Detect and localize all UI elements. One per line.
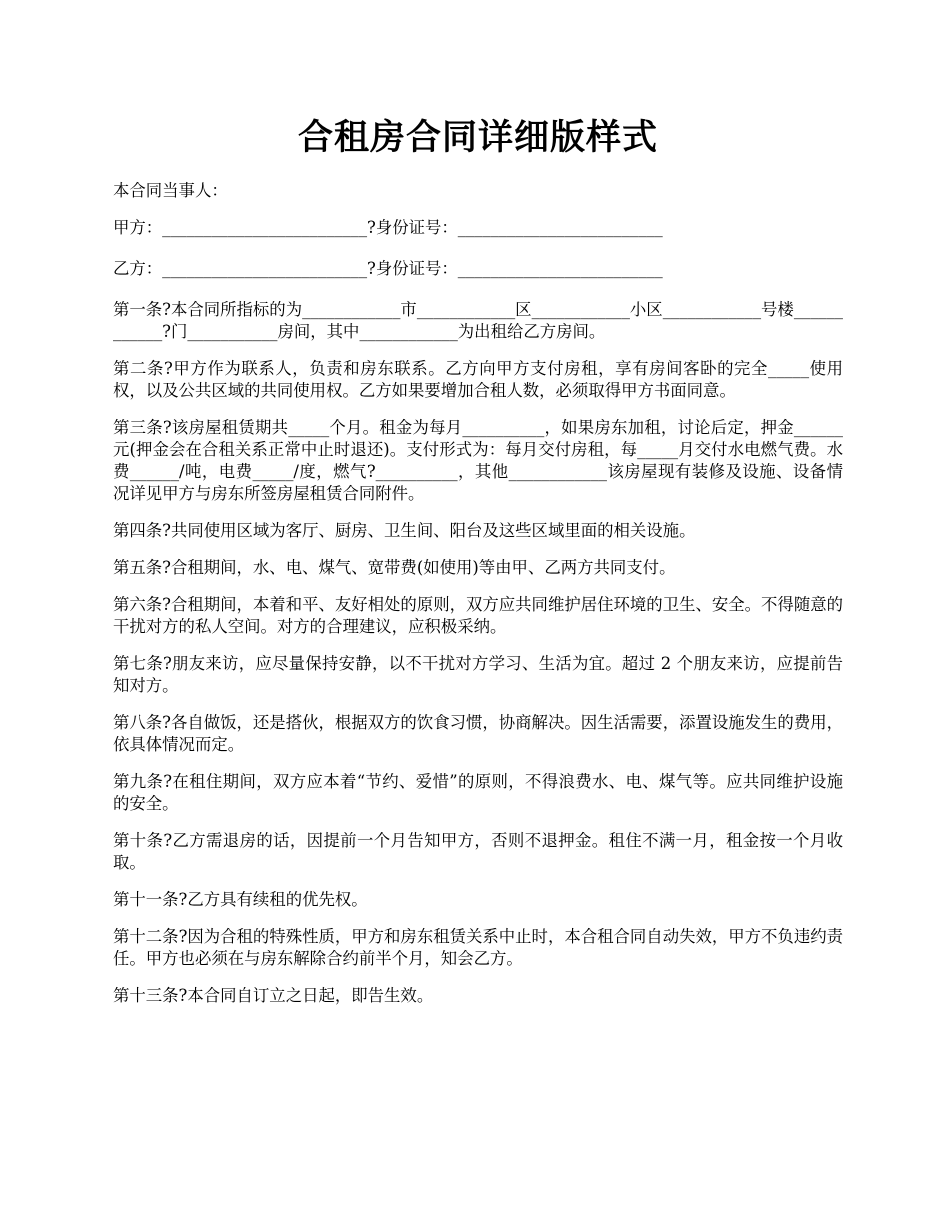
clause-5: 第五条?合租期间，水、电、煤气、宽带费(如使用)等由甲、乙两方共同支付。 — [113, 558, 676, 577]
clause-10: 第十条?乙方需退房的话，因提前一个月告知甲方，否则不退押金。租住不满一月，租金按一个月收取。 — [113, 831, 843, 872]
document-page — [113, 0, 843, 1022]
party-b-line: 乙方：_________________________?身份证号：_________________________ — [113, 259, 663, 278]
clause-4: 第四条?共同使用区域为客厅、厨房、卫生间、阳台及这些区域里面的相关设施。 — [113, 521, 696, 540]
clause-12: 第十二条?因为合租的特殊性质，甲方和房东租赁关系中止时，本合租合同自动失效，甲方不负违约责任。甲方也必须在与房东解除合约前半个月，知会乙方。 — [113, 927, 843, 968]
document-body — [113, 180, 843, 1007]
clause-3: 第三条?该房屋租赁期共_____个月。租金为每月__________，如果房东加租，讨论后定，押金______元(押金会在合租关系正常中止时退还)。支付形式为：每月交付房租，每_____月交付水电燃气费。水费______/吨，电费_____/度，燃气?__________，其他____________该房屋现有装修及设施、设备情况详见甲方与房东所签房屋租赁合同附件。 — [113, 418, 843, 503]
clause-11: 第十一条?乙方具有续租的优先权。 — [113, 890, 368, 909]
party-a-line: 甲方：_________________________?身份证号：_________________________ — [113, 218, 663, 237]
clause-7: 第七条?朋友来访，应尽量保持安静，以不干扰对方学习、生活为宜。超过 2 个朋友来访，应提前告知对方。 — [113, 654, 843, 695]
clause-9: 第九条?在租住期间，双方应本着“节约、爱惜”的原则，不得浪费水、电、煤气等。应共同维护设施的安全。 — [113, 772, 843, 813]
clause-8: 第八条?各自做饭，还是搭伙，根据双方的饮食习惯，协商解决。因生活需要，添置设施发生的费用，依具体情况而定。 — [113, 713, 843, 754]
parties-intro: 本合同当事人： — [113, 181, 228, 200]
document-title: 合租房合同详细版样式 — [297, 118, 658, 158]
clause-6: 第六条?合租期间，本着和平、友好相处的原则，双方应共同维护居住环境的卫生、安全。不得随意的干扰对方的私人空间。对方的合理建议，应积极采纳。 — [113, 595, 843, 636]
clause-1: 第一条?本合同所指标的为____________市____________区____________小区____________号楼____________?门___________房间，其中____________为出租给乙方房间。 — [113, 300, 843, 341]
clause-13: 第十三条?本合同自订立之日起，即告生效。 — [113, 986, 434, 1005]
clause-2: 第二条?甲方作为联系人，负责和房东联系。乙方向甲方支付房租，享有房间客卧的完全_____使用权，以及公共区域的共同使用权。乙方如果要增加合租人数，必须取得甲方书面同意。 — [113, 359, 843, 400]
